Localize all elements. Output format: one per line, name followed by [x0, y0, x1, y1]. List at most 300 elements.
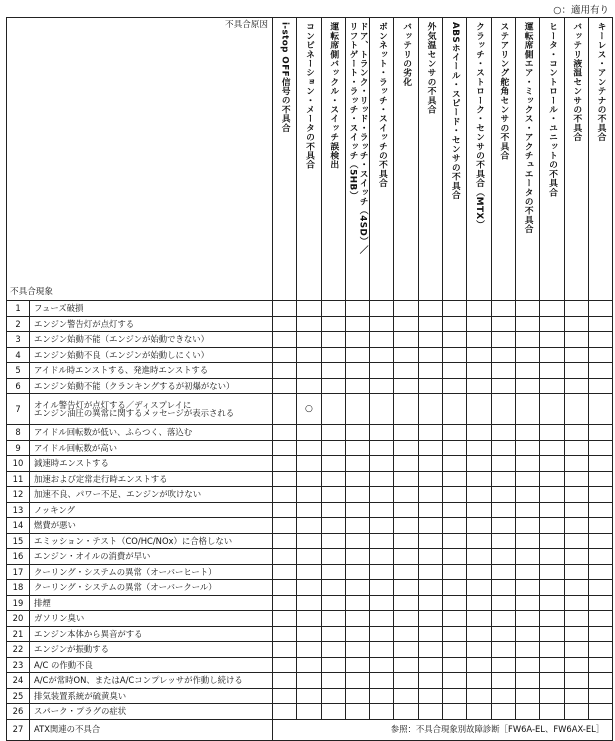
symptom-text [30, 363, 273, 379]
matrix-cell [297, 347, 321, 363]
symptom-text [30, 518, 273, 534]
matrix-cell [467, 456, 491, 472]
symptom-number: 18 [7, 580, 30, 596]
matrix-cell [418, 301, 442, 317]
cause-label: 外気温センサの不具合 [425, 22, 436, 114]
cause-label: クラッチ・ストローク・センサの不具合（MTX） [474, 22, 485, 229]
matrix-cell [321, 657, 345, 673]
symptom-number: 16 [7, 549, 30, 565]
matrix-cell [588, 347, 612, 363]
matrix-cell [273, 564, 297, 580]
symptom-number: 5 [7, 363, 30, 379]
matrix-cell [443, 611, 467, 627]
symptom-text [30, 425, 273, 441]
matrix-cell [443, 316, 467, 332]
symptom-row [7, 518, 613, 534]
matrix-cell [418, 564, 442, 580]
matrix-cell [564, 673, 588, 689]
cause-header [370, 18, 394, 301]
matrix-cell [540, 595, 564, 611]
matrix-cell [370, 471, 394, 487]
matrix-cell [321, 533, 345, 549]
matrix-cell [418, 332, 442, 348]
matrix-cell [443, 549, 467, 565]
matrix-cell [467, 580, 491, 596]
matrix-cell [345, 394, 369, 425]
symptom-row [7, 487, 613, 503]
symptom-line: アイドル回転数が低い、ふらつく、落込む [34, 427, 193, 438]
matrix-cell [540, 347, 564, 363]
matrix-cell [564, 564, 588, 580]
matrix-cell [273, 595, 297, 611]
reference-note: 参照：不具合現象別故障診断［FW6A-EL、FW6AX-EL］ [273, 719, 613, 740]
matrix-cell [564, 425, 588, 441]
symptom-line: スパーク・プラグの症状 [34, 706, 127, 717]
matrix-cell [345, 611, 369, 627]
matrix-cell [370, 332, 394, 348]
matrix-cell [370, 363, 394, 379]
matrix-cell [394, 316, 418, 332]
matrix-cell [443, 440, 467, 456]
symptom-text [30, 394, 273, 425]
matrix-cell [297, 502, 321, 518]
symptom-text [30, 502, 273, 518]
matrix-cell [588, 611, 612, 627]
matrix-cell [394, 657, 418, 673]
matrix-cell [321, 425, 345, 441]
matrix-cell [588, 688, 612, 704]
cause-label: ABSホイール・スピード・センサの不具合 [449, 22, 460, 200]
matrix-cell [418, 502, 442, 518]
matrix-cell [443, 595, 467, 611]
matrix-cell [491, 301, 515, 317]
matrix-cell [540, 642, 564, 658]
matrix-cell [467, 332, 491, 348]
matrix-cell [491, 564, 515, 580]
matrix-cell [515, 611, 539, 627]
matrix-cell [418, 440, 442, 456]
matrix-cell [394, 456, 418, 472]
matrix-cell [540, 425, 564, 441]
matrix-cell [370, 595, 394, 611]
matrix-cell [443, 301, 467, 317]
matrix-cell [443, 642, 467, 658]
matrix-cell [345, 688, 369, 704]
symptom-number: 25 [7, 688, 30, 704]
matrix-cell [540, 316, 564, 332]
matrix-cell [297, 657, 321, 673]
matrix-cell [588, 363, 612, 379]
matrix-cell [588, 301, 612, 317]
matrix-cell [418, 595, 442, 611]
matrix-cell [345, 378, 369, 394]
matrix-cell [370, 425, 394, 441]
matrix-cell [273, 642, 297, 658]
matrix-cell [540, 611, 564, 627]
symptom-text [30, 332, 273, 348]
cause-label: i-stop OFF信号の不具合 [279, 22, 290, 133]
matrix-cell [467, 347, 491, 363]
matrix-cell [321, 471, 345, 487]
symptom-line: エンジン・オイルの消費が早い [34, 551, 151, 562]
matrix-cell [394, 673, 418, 689]
symptom-text [30, 549, 273, 565]
matrix-cell [540, 394, 564, 425]
symptom-row [7, 332, 613, 348]
symptom-text: ATX関連の不具合 [30, 719, 273, 740]
matrix-cell [588, 642, 612, 658]
matrix-cell [588, 626, 612, 642]
symptom-text [30, 533, 273, 549]
symptom-row [7, 564, 613, 580]
symptom-number: 12 [7, 487, 30, 503]
matrix-cell [394, 440, 418, 456]
symptom-text [30, 347, 273, 363]
matrix-cell [588, 580, 612, 596]
symptom-number: 24 [7, 673, 30, 689]
matrix-cell [345, 642, 369, 658]
matrix-cell [491, 316, 515, 332]
cause-header [345, 18, 369, 301]
matrix-cell [540, 332, 564, 348]
cause-label: 運転席側バックル・スイッチ誤検出 [328, 22, 339, 170]
matrix-cell [564, 471, 588, 487]
symptom-line: 排煙 [34, 597, 51, 608]
cause-header [491, 18, 515, 301]
matrix-cell [297, 704, 321, 720]
symptom-line: エンジン警告灯が点灯する [34, 318, 135, 329]
matrix-cell [394, 642, 418, 658]
matrix-cell [564, 518, 588, 534]
matrix-cell [297, 611, 321, 627]
matrix-cell [491, 657, 515, 673]
matrix-cell [491, 487, 515, 503]
matrix-cell [491, 502, 515, 518]
matrix-cell [273, 518, 297, 534]
matrix-cell [418, 611, 442, 627]
symptom-row [7, 688, 613, 704]
matrix-cell [345, 471, 369, 487]
matrix-cell [273, 440, 297, 456]
matrix-cell [540, 564, 564, 580]
matrix-cell [564, 688, 588, 704]
matrix-cell [394, 549, 418, 565]
matrix-cell [297, 316, 321, 332]
symptom-row [7, 456, 613, 472]
matrix-cell [491, 611, 515, 627]
matrix-cell [418, 456, 442, 472]
symptom-line: エンジン始動不能（クランキングするが初爆がない） [34, 380, 235, 391]
matrix-cell [467, 440, 491, 456]
matrix-cell [564, 642, 588, 658]
matrix-cell [588, 564, 612, 580]
symptom-axis-label: 不具合現象 [10, 287, 53, 298]
symptom-number: 22 [7, 642, 30, 658]
matrix-cell [540, 549, 564, 565]
matrix-cell [418, 580, 442, 596]
matrix-cell [418, 425, 442, 441]
matrix-cell [491, 580, 515, 596]
symptom-row [7, 471, 613, 487]
cause-header [394, 18, 418, 301]
matrix-cell [273, 502, 297, 518]
matrix-cell [443, 502, 467, 518]
matrix-cell [321, 378, 345, 394]
matrix-cell [370, 642, 394, 658]
cause-label: バッテリの劣化 [401, 22, 412, 87]
symptom-text [30, 626, 273, 642]
symptom-number: 1 [7, 301, 30, 317]
symptom-text [30, 595, 273, 611]
matrix-cell [588, 471, 612, 487]
matrix-cell [491, 642, 515, 658]
matrix-cell [418, 363, 442, 379]
matrix-cell [588, 518, 612, 534]
matrix-cell [588, 673, 612, 689]
matrix-cell [588, 502, 612, 518]
symptom-number: 3 [7, 332, 30, 348]
matrix-cell [564, 502, 588, 518]
matrix-cell [297, 378, 321, 394]
matrix-cell [394, 301, 418, 317]
matrix-cell [588, 657, 612, 673]
matrix-cell [467, 363, 491, 379]
cause-label: 運転席側エア・ミックス・アクチュエータの不具合 [522, 22, 533, 234]
symptom-text [30, 301, 273, 317]
matrix-cell [418, 642, 442, 658]
symptom-number: 19 [7, 595, 30, 611]
matrix-cell [491, 456, 515, 472]
matrix-cell [515, 533, 539, 549]
matrix-cell [273, 471, 297, 487]
symptom-row [7, 595, 613, 611]
symptom-text [30, 704, 273, 720]
matrix-cell [443, 688, 467, 704]
matrix-cell [321, 316, 345, 332]
matrix-cell [491, 440, 515, 456]
matrix-cell [418, 533, 442, 549]
symptom-row [7, 363, 613, 379]
matrix-cell [321, 332, 345, 348]
matrix-cell [540, 487, 564, 503]
cause-label: バッテリ液温センサの不具合 [571, 22, 582, 142]
symptom-line: A/Cが常時ON、またはA/Cコンプレッサが作動し続ける [34, 675, 243, 686]
matrix-cell [370, 316, 394, 332]
matrix-cell [540, 378, 564, 394]
symptom-number: 4 [7, 347, 30, 363]
matrix-cell [491, 518, 515, 534]
matrix-cell [273, 363, 297, 379]
matrix-cell [564, 657, 588, 673]
matrix-cell [345, 363, 369, 379]
symptom-text [30, 378, 273, 394]
legend: ○：適用有り [553, 5, 609, 16]
matrix-cell [515, 487, 539, 503]
matrix-cell [491, 471, 515, 487]
matrix-cell [297, 518, 321, 534]
matrix-cell [345, 502, 369, 518]
matrix-cell [467, 502, 491, 518]
matrix-cell [394, 518, 418, 534]
matrix-cell [491, 378, 515, 394]
symptom-number: 2 [7, 316, 30, 332]
matrix-cell [297, 580, 321, 596]
cause-header [588, 18, 612, 301]
symptom-row [7, 440, 613, 456]
matrix-cell [345, 626, 369, 642]
matrix-cell [467, 425, 491, 441]
symptom-line: クーリング・システムの異常（オーバークール） [34, 582, 217, 593]
symptom-text [30, 611, 273, 627]
matrix-cell [564, 549, 588, 565]
matrix-cell [321, 394, 345, 425]
matrix-cell [345, 456, 369, 472]
matrix-cell [491, 626, 515, 642]
symptom-number: 6 [7, 378, 30, 394]
matrix-cell [273, 611, 297, 627]
matrix-cell [394, 363, 418, 379]
matrix-cell [515, 378, 539, 394]
matrix-cell [297, 425, 321, 441]
matrix-cell [588, 533, 612, 549]
matrix-cell [467, 301, 491, 317]
matrix-cell [321, 704, 345, 720]
matrix-cell [345, 487, 369, 503]
matrix-cell [467, 704, 491, 720]
matrix-cell [418, 394, 442, 425]
matrix-cell [370, 440, 394, 456]
matrix-cell [515, 626, 539, 642]
matrix-cell [491, 425, 515, 441]
matrix-cell [467, 626, 491, 642]
matrix-cell [515, 688, 539, 704]
matrix-cell [394, 425, 418, 441]
matrix-cell [345, 549, 369, 565]
matrix-cell [564, 626, 588, 642]
symptom-number: 27 [7, 719, 30, 740]
matrix-cell [515, 471, 539, 487]
matrix-cell [418, 487, 442, 503]
symptom-number: 15 [7, 533, 30, 549]
symptom-line: ノッキング [34, 504, 76, 515]
matrix-cell [540, 518, 564, 534]
matrix-cell [467, 688, 491, 704]
symptom-number: 14 [7, 518, 30, 534]
symptom-row [7, 549, 613, 565]
matrix-cell [515, 595, 539, 611]
symptom-row [7, 642, 613, 658]
cause-header [564, 18, 588, 301]
matrix-cell [443, 657, 467, 673]
matrix-cell [540, 704, 564, 720]
matrix-cell [273, 332, 297, 348]
matrix-cell [345, 440, 369, 456]
cause-label: キーレス・アンテナの不具合 [595, 22, 606, 142]
symptom-line: オイル警告灯が点灯する／ディスプレイに [34, 399, 192, 410]
matrix-cell [588, 394, 612, 425]
symptom-row [7, 673, 613, 689]
matrix-cell [418, 626, 442, 642]
matrix-cell [297, 471, 321, 487]
symptom-number: 11 [7, 471, 30, 487]
cause-header [467, 18, 491, 301]
symptom-row [7, 704, 613, 720]
matrix-cell [564, 704, 588, 720]
matrix-cell [515, 425, 539, 441]
matrix-cell [370, 688, 394, 704]
matrix-cell [394, 332, 418, 348]
symptom-text [30, 316, 273, 332]
matrix-cell [273, 704, 297, 720]
matrix-cell [540, 673, 564, 689]
matrix-cell [297, 332, 321, 348]
matrix-cell [564, 440, 588, 456]
matrix-cell [540, 471, 564, 487]
matrix-cell [588, 549, 612, 565]
matrix-cell [443, 332, 467, 348]
matrix-cell [564, 332, 588, 348]
matrix-cell [564, 595, 588, 611]
symptom-number: 23 [7, 657, 30, 673]
matrix-cell [515, 301, 539, 317]
matrix-cell [394, 347, 418, 363]
symptom-number: 17 [7, 564, 30, 580]
matrix-cell [515, 704, 539, 720]
matrix-cell [297, 440, 321, 456]
matrix-cell [491, 549, 515, 565]
matrix-cell [394, 688, 418, 704]
matrix-cell [370, 456, 394, 472]
symptom-row [7, 347, 613, 363]
matrix-cell [540, 688, 564, 704]
symptom-line: 減速時エンストする [34, 458, 109, 469]
matrix-cell [297, 533, 321, 549]
matrix-cell [467, 642, 491, 658]
matrix-cell [443, 347, 467, 363]
matrix-cell [564, 487, 588, 503]
matrix-cell [443, 673, 467, 689]
matrix-cell [540, 533, 564, 549]
matrix-cell [297, 363, 321, 379]
matrix-cell [273, 347, 297, 363]
matrix-cell [345, 704, 369, 720]
symptom-number: 21 [7, 626, 30, 642]
matrix-cell [394, 378, 418, 394]
matrix-cell [370, 518, 394, 534]
symptom-line: アイドル回転数が高い [34, 442, 117, 453]
matrix-cell [564, 533, 588, 549]
symptom-row [7, 657, 613, 673]
matrix-cell [443, 487, 467, 503]
matrix-cell [540, 657, 564, 673]
matrix-cell [273, 626, 297, 642]
symptom-row [7, 580, 613, 596]
matrix-cell [491, 533, 515, 549]
matrix-cell [418, 316, 442, 332]
cause-header [540, 18, 564, 301]
matrix-cell [273, 456, 297, 472]
matrix-cell [370, 502, 394, 518]
symptom-row [7, 611, 613, 627]
symptom-row [7, 425, 613, 441]
matrix-cell [273, 378, 297, 394]
matrix-cell [515, 518, 539, 534]
matrix-cell [540, 456, 564, 472]
symptom-text [30, 688, 273, 704]
matrix-cell [588, 316, 612, 332]
symptom-number: 9 [7, 440, 30, 456]
symptom-row [7, 626, 613, 642]
